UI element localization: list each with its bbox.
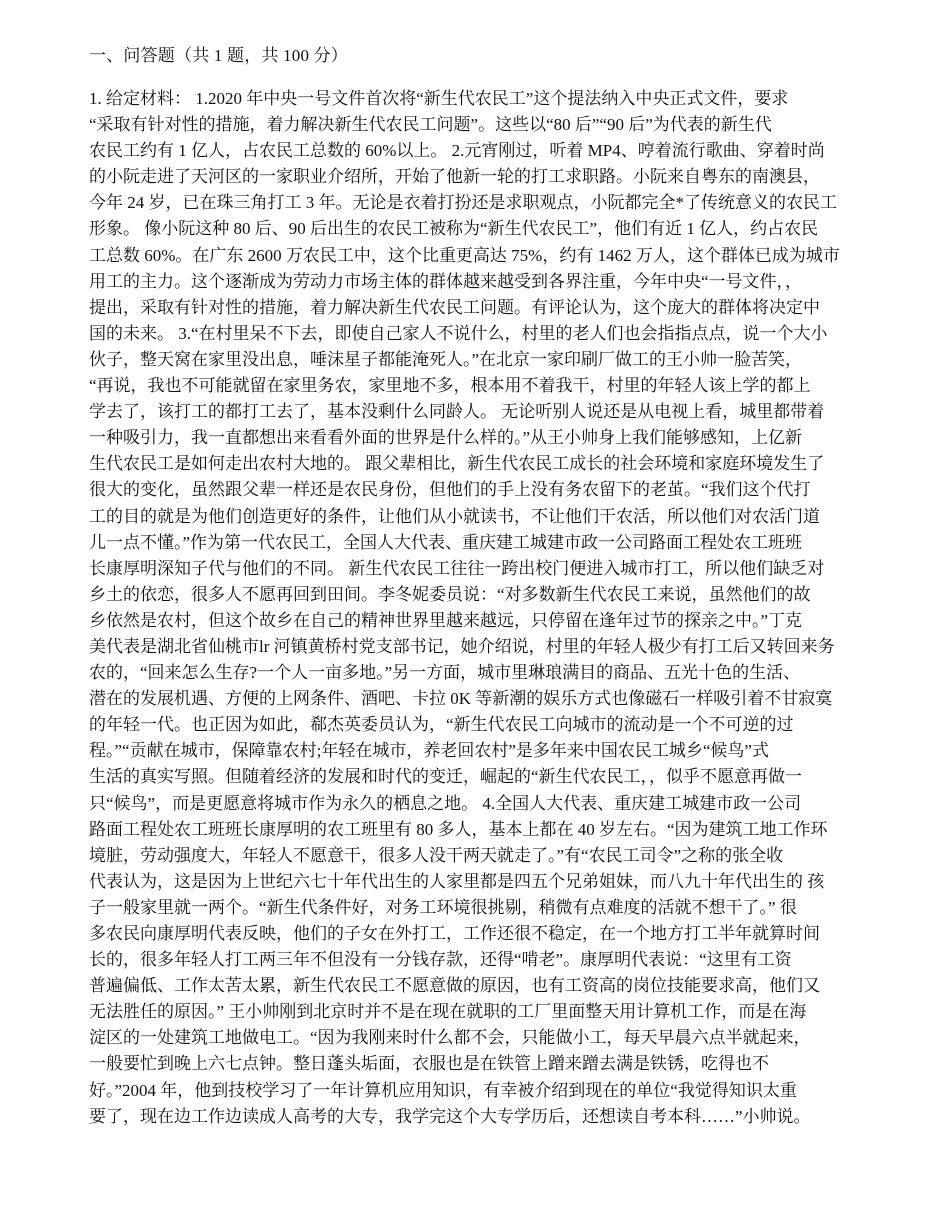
question-text-line: 工总数 60%。在广东 2600 万农民工中，这个比重更高达 75%，约有 1462 万人，这个群体已成为城市 [89,245,840,265]
question-text-line: 只“候鸟”，而是更愿意将城市作为永久的栖息之地。 4.全国人大代表、重庆建工城建市政一公司 [89,793,802,813]
question-text-line: 生代农民工是如何走出农村大地的。 跟父辈相比，新生代农民工成长的社会环境和家庭环境发生了 [89,454,825,474]
question-text-line: 多农民向康厚明代表反映，他们的子女在外打工，工作还很不稳定，在一个地方打工半年就算时间 [89,924,820,943]
question-text-line: 境脏，劳动强度大，年轻人不愿意干，很多人没干两天就走了。”有“农民工司令”之称的张全收 [89,845,784,865]
question-text-line: 农的，“回来怎么生存?一个人一亩多地。”另一方面，城市里琳琅满目的商品、五光十色的生活、 [89,663,801,683]
question-text-line: 今年 24 岁，已在珠三角打工 3 年。无论是衣着打扮还是求职观点，小阮都完全*了传统意义的农民工 [89,193,837,213]
question-text-line: 程。”“贡献在城市，保障靠农村;年轻在城市，养老回农村”是多年来中国农民工城乡“候鸟”式 [89,741,769,761]
question-text-line: 用工的主力。这个逐渐成为劳动力市场主体的群体越来越受到各界注重，今年中央“一号文件，， [89,271,803,291]
question-text-line: 一般要忙到晚上六七点钟。整日蓬头垢面，衣服也是在铁管上蹭来蹭去满是铁锈，吃得也不 [89,1054,769,1074]
question-text-line: “采取有针对性的措施，着力解决新生代农民工问题”。这些以“80 后”“90 后”为代表的新生代 [89,115,772,135]
question-text-line: 儿一点不懂。”作为第一代农民工，全国人大代表、重庆建工城建市政一公司路面工程处农工班班 [89,532,803,552]
question-text-line: 伙子，整天窝在家里没出息，唾沫星子都能淹死人。”在北京一家印刷厂做工的王小帅一脸苦笑， [89,349,803,369]
question-text-line: 潜在的发展机遇、方便的上网条件、酒吧、卡拉 0K 等新潮的娱乐方式也像磁石一样吸引着不甘寂寞 [89,689,833,709]
question-text-line: 提出，采取有针对性的措施，着力解决新生代农民工问题。有评论认为，这个庞大的群体将决定中 [89,297,820,317]
question-text-line: 美代表是湖北省仙桃市lr 河镇黄桥村党支部书记，她介绍说，村里的年轻人极少有打工后又转回来务 [89,636,835,656]
question-text-line: 乡依然是农村，但这个故乡在自己的精神世界里越来越远，只停留在逢年过节的探亲之中。”丁克 [89,610,803,630]
question-text-line: 无法胜任的原因。” 王小帅刚到北京时并不是在现在就职的工厂里面整天用计算机工作，而是在海 [89,1002,807,1022]
question-text-line: 的年轻一代。也正因为如此，郗杰英委员认为，“新生代农民工向城市的流动是一个不可逆的过 [89,715,794,735]
question-text-line: 学去了，该打工的都打工去了，基本没剩什么同龄人。 无论听别人说还是从电视上看，城里都带着 [89,402,825,422]
question-text-line: 好。”2004 年，他到技校学习了一年计算机应用知识，有幸被介绍到现在的单位“我觉得知识太重 [89,1080,797,1100]
section-heading: 一、问答题（共 1 题，共 100 分） [89,46,348,65]
question-text-line: 形象。 像小阮这种 80 后、90 后出生的农民工被称为“新生代农民工”，他们有近 1 亿人，约占农民 [89,219,819,239]
question-text-line: 长的，很多年轻人打工两三年不但没有一分钱存款，还得“啃老”。康厚明代表说：“这里有工资 [89,950,792,970]
question-text-line: 淀区的一处建筑工地做电工。“因为我刚来时什么都不会，只能做小工，每天早晨六点半就起来， [89,1028,811,1048]
question-text-line: 代表认为，这是因为上世纪六七十年代出生的人家里都是四五个兄弟姐妹，而八九十年代出生的 孩 [89,871,825,891]
question-text-line: 子一般家里就一两个。“新生代条件好，对务工环境很挑剔，稍微有点难度的活就不想干了。” 很 [89,897,797,917]
question-text-line: 乡土的依恋，很多人不愿再回到田间。李冬妮委员说：“对多数新生代农民工来说，虽然他们的故 [89,584,811,604]
question-text-line: 很大的变化，虽然跟父辈一样还是农民身份，但他们的手上没有务农留下的老茧。“我们这个代打 [89,480,811,500]
question-text-line: 的小阮走进了天河区的一家职业介绍所，开始了他新一轮的打工求职路。小阮来自粤东的南澳县， [89,167,820,187]
question-text-line: 要了，现在边工作边读成人高考的大专，我学完这个大专学历后，还想读自考本科……”小帅说。 [89,1106,811,1126]
question-text-line: 路面工程处农工班班长康厚明的农工班里有 80 多人，基本上都在 40 岁左右。“因为建筑工地工作环 [89,819,828,839]
question-text-line: “再说，我也不可能就留在家里务农，家里地不多，根本用不着我干，村里的年轻人该上学的都上 [89,376,811,396]
question-text-line: 一种吸引力，我一直都想出来看看外面的世界是什么样的。”从王小帅身上我们能够感知，上亿新 [89,428,803,448]
question-text-line: 1. 给定材料： 1.2020 年中央一号文件首次将“新生代农民工”这个提法纳入中央正式文件，要求 [89,89,789,108]
question-text-line: 工的目的就是为他们创造更好的条件，让他们从小就读书，不让他们干农活，所以他们对农活门道 [89,506,820,526]
question-body [89,86,910,1130]
question-text-line: 普遍偏低、工作太苦太累，新生代农民工不愿意做的原因，也有工资高的岗位技能要求高，他们又 [89,976,820,996]
question-text-line: 长康厚明深知子代与他们的不同。 新生代农民工往往一跨出校门便进入城市打工，所以他们缺乏对 [89,558,825,578]
question-text-line: 农民工约有 1 亿人，占农民工总数的 60%以上。 2.元宵刚过，听着 MP4、哼着流行歌曲、穿着时尚 [89,141,825,161]
question-text-line: 国的未来。 3.“在村里呆不下去，即使自己家人不说什么，村里的老人们也会指指点点，说一个大小 [89,323,828,343]
question-text-line: 生活的真实写照。但随着经济的发展和时代的变迁，崛起的“新生代农民工，，似乎不愿意再做一 [89,767,803,787]
